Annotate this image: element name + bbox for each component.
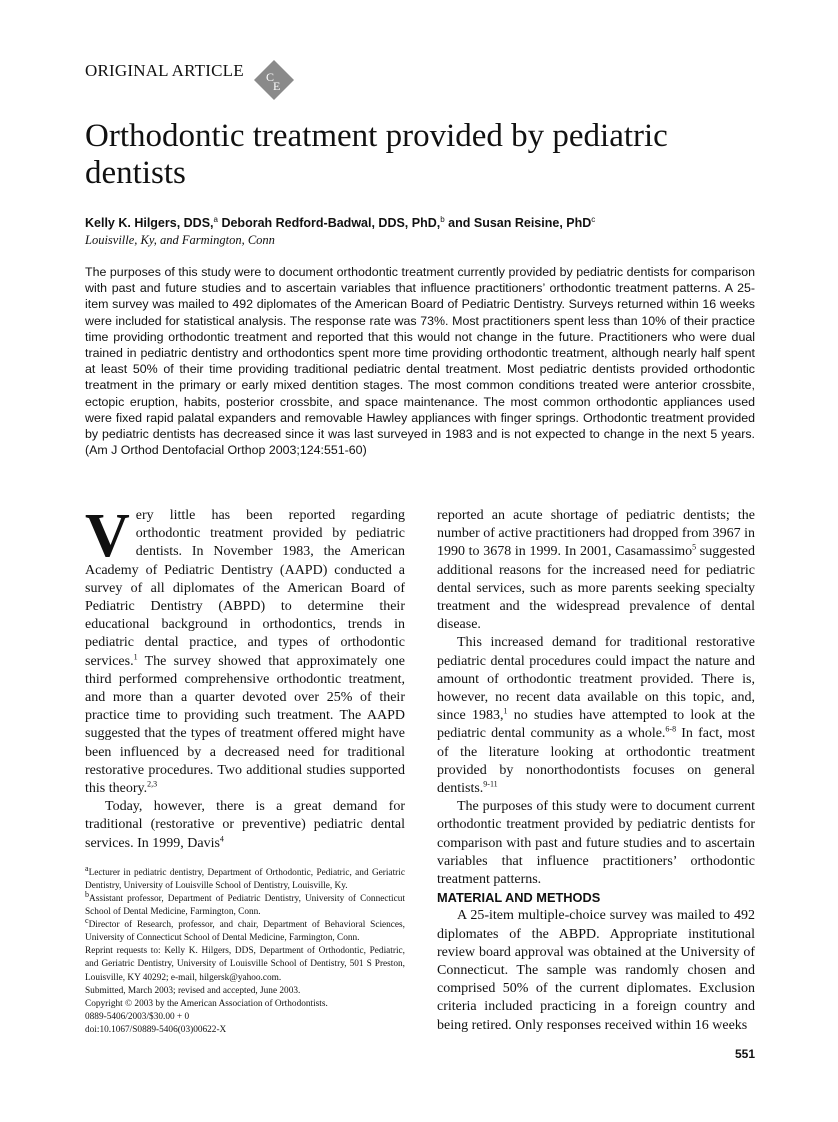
body-paragraph	[85, 798, 405, 853]
citation: 1	[503, 706, 508, 716]
citation: 5	[692, 542, 697, 552]
affiliation-mark: a	[213, 214, 218, 224]
author-list	[85, 216, 595, 230]
citation: 9-11	[483, 779, 498, 789]
footnote-mark: a	[85, 863, 89, 873]
author-name: Deborah Redford-Badwal, DDS, PhD,	[221, 216, 441, 230]
text-run: suggested additional reasons for the increased need for pediatric dental services, such as more parents seeking specialty treatment and the widespread prevalence of dental disease.	[437, 544, 756, 633]
footnote-b	[85, 889, 405, 919]
footnote-text: Assistant professor, Department of Pediatric Dentistry, University of Connecticut School of Dental Medicine, Farmington, Conn.	[85, 893, 405, 918]
ce-badge-icon	[254, 60, 294, 100]
svg-text:C: C	[266, 70, 275, 84]
abstract: The purposes of this study were to document orthodontic treatment currently provided by pediatric dentists for comparison with past and future studies and to ascertain variables that influence practitioners’ orthodontic treatment patterns. A 25-item survey was mailed to 492 diplomates of the American Board of Pediatric Dentistry. Surveys returned within 16 weeks were included for statistical analysis. The response rate was 73%. Most practitioners spent less than 10% of their practice time providing orthodontic treatment and reported that this would not change in the future. Practitioners who were dual trained in pediatric dentistry and orthodontics spent more time providing orthodontic treatment, although nearly half spent at least 50% of their time providing traditional pediatric dental treatment. Most pediatric dentists provided orthodontic treatment in the primary or early mixed dentition stages. The most common conditions treated were anterior crossbite, ectopic eruption, habits, posterior crossbite, and space maintenance. The most common orthodontic appliances used were fixed rapid palatal expanders and removable Hawley appliances with finger springs. Orthodontic treatment provided by pediatric dentists has decreased since it was last surveyed in 1983 and is not expected to change in the next 5 years. (Am J Orthod Dentofacial Orthop 2003;124:551-60)	[85, 265, 755, 458]
text-run: reported an acute shortage of pediatric dentists; the number of active practitioners had dropped from 3967 in 1990 to 3678 in 1999. In 2001, Casamassimo	[437, 508, 756, 560]
author-name: Kelly K. Hilgers, DDS,	[85, 216, 214, 230]
body-paragraph	[85, 502, 405, 798]
body-paragraph-continued	[437, 507, 755, 634]
text-run: The survey showed that approximately one third performed comprehensive orthodontic treatment, and more than a quarter devoted over 25% of their practice time to providing such treatment. The AAPD suggested that the types of treatment offered might have been influenced by a decreased need for traditional restorative procedures. Two additional studies supported this theory.	[85, 653, 405, 797]
footnote-mark: b	[85, 889, 89, 899]
author-locations: Louisville, Ky, and Farmington, Conn	[85, 233, 275, 247]
citation: 2,3	[147, 779, 158, 789]
svg-text:E: E	[273, 79, 281, 93]
drop-cap: V	[85, 502, 130, 570]
citation: 1	[133, 651, 138, 661]
affiliation-mark: c	[591, 214, 596, 224]
section-heading: MATERIAL AND METHODS	[437, 890, 601, 906]
right-column	[437, 507, 755, 1063]
issn: 0889-5406/2003/$30.00 + 0	[85, 1011, 190, 1022]
footnote-a	[85, 863, 405, 893]
body-paragraph: The purposes of this study were to document current orthodontic treatment provided by pediatric dentists for comparison with past and future studies and to ascertain variables that influence practitioners’ orthodontic treatment patterns.	[437, 799, 755, 888]
text-run: no studies have attempted to look at the pediatric dental community as a whole.	[437, 708, 755, 742]
footnote-mark: c	[85, 916, 89, 926]
copyright: Copyright © 2003 by the American Association of Orthodontists.	[85, 998, 328, 1009]
text-run: This increased demand for traditional restorative pediatric dental procedures could impact the nature and amount of orthodontic treatment provided. There is, however, no recent data available on this topic, and, since 1983,	[437, 635, 755, 724]
left-column	[85, 502, 405, 1037]
page-number: 551	[734, 1046, 755, 1061]
submission-dates: Submitted, March 2003; revised and accepted, June 2003.	[85, 985, 301, 996]
affiliation-mark: b	[440, 214, 445, 224]
section-label: ORIGINAL ARTICLE	[85, 61, 244, 80]
reprint-requests: Reprint requests to: Kelly K. Hilgers, DDS, Department of Orthodontic, Pediatric, and Geriatric Dentistry, University of Louisville School of Dentistry, 501 S Preston, Louisville, KY 40292; e-mail, hilgersk@yahoo.com.	[85, 946, 405, 983]
body-paragraph: A 25-item multiple-choice survey was mailed to 492 diplomates of the ABPD. Appropriate institutional review board approval was obtained at the University of Connecticut. The sample was randomly chosen and comprised 50% of the current diplomates. Exclusion criteria included practicing in a foreign country and being retired. Only responses received within 16 weeks	[437, 908, 755, 1033]
footnote-text: Director of Research, professor, and chair, Department of Behavioral Sciences, University of Connecticut School of Dental Medicine, Farmington, Conn.	[85, 920, 405, 944]
footnotes	[85, 855, 405, 1037]
text-run: In fact, most of the literature looking at orthodontic treatment provided by nonorthodontists focuses on general dentists.	[437, 726, 755, 797]
citation: 4	[219, 834, 224, 843]
text-run: ery little has been reported regarding orthodontic treatment provided by pediatric dentists. In November 1983, the American Academy of Pediatric Dentistry (AAPD) conducted a survey of all diplomates of the American Board of Pediatric Dentistry (ABPD) to determine their educational background in orthodontics, trends in pediatric dental practice, and types of orthodontic services.	[85, 508, 405, 669]
doi: doi:10.1067/S0889-5406(03)00622-X	[85, 1024, 227, 1035]
article-title: Orthodontic treatment provided by pediatric dentists	[85, 118, 668, 191]
author-name: and Susan Reisine, PhD	[448, 216, 592, 230]
text-run: Today, however, there is a great demand for traditional (restorative or preventive) pediatric dental services. In 1999, Davis	[85, 799, 405, 851]
citation: 6-8	[665, 724, 677, 734]
footnote-c	[85, 916, 405, 945]
footnote-text: Lecturer in pediatric dentistry, Department of Orthodontic, Pediatric, and Geriatric Dentistry, University of Louisville School of Dentistry, Louisville, Ky.	[85, 867, 405, 891]
body-paragraph	[437, 634, 755, 798]
